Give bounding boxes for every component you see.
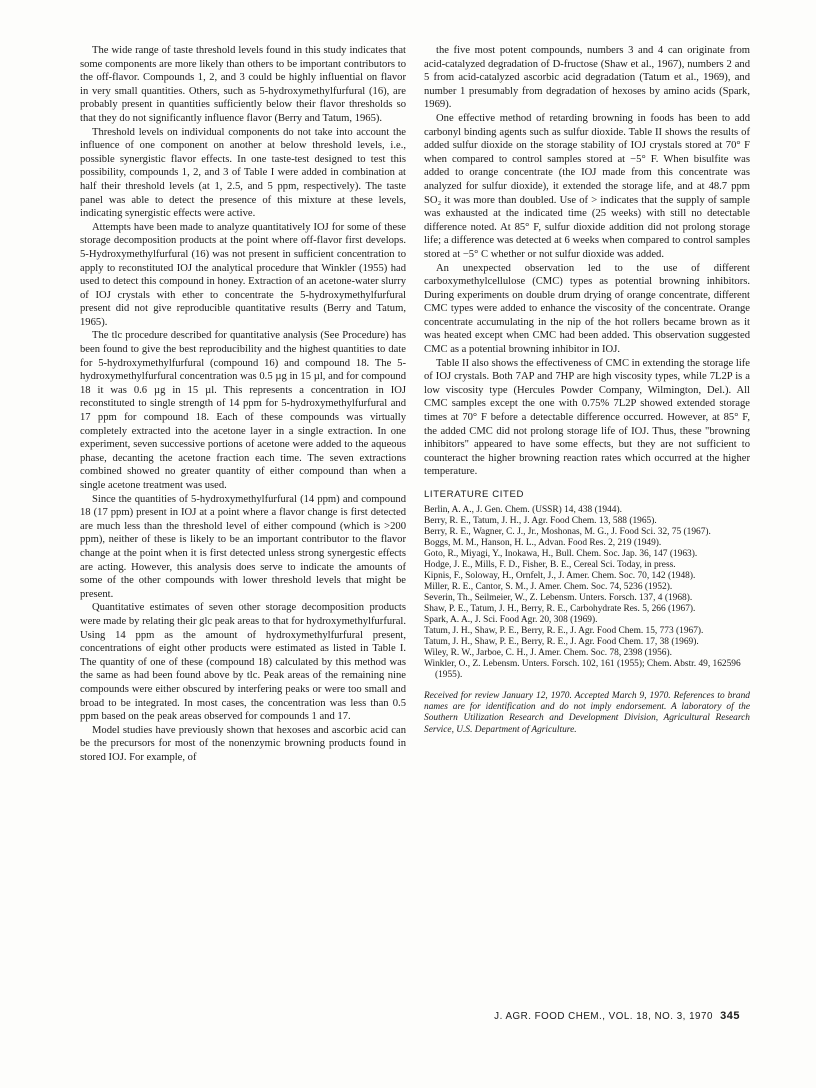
reference-item: Wiley, R. W., Jarboe, C. H., J. Amer. Chem. Soc. 78, 2398 (1956). [424, 648, 672, 658]
paragraph: the five most potent compounds, numbers 3 and 4 can originate from acid-catalyzed degradation of D-fructose (Shaw et al., 1967), numbers 2 and 5 from acid-catalyzed ascorbic acid degradation (Tatum et al., 1969), and number 1 presumably from degradation of hexoses by amino acids (Spark, 1969). [424, 45, 750, 111]
reference-item: Shaw, P. E., Tatum, J. H., Berry, R. E., Carbohydrate Res. 5, 266 (1967). [424, 604, 696, 614]
paragraph: The wide range of taste threshold levels found in this study indicates that some components are more likely than others to be important contributors to the off-flavor. Compounds 1, 2, and 3 could be highly influential on flavor in very small quantities. Others, such as 5-hydroxymethylfurfural (16), are probably present in quantities sufficiently below their flavor thresholds so that they do not significantly influence flavor (Berry and Tatum, 1965). [80, 45, 406, 124]
reference-list [424, 505, 750, 681]
reference-item: Kipnis, F., Soloway, H., Ornfelt, J., J. Amer. Chem. Soc. 70, 142 (1948). [424, 571, 696, 581]
reference-item: Hodge, J. E., Mills, F. D., Fisher, B. E., Cereal Sci. Today, in press. [424, 560, 676, 570]
page-number: 345 [720, 1010, 740, 1022]
paragraph: One effective method of retarding browning in foods has been to add carbonyl binding agents such as sulfur dioxide. Table II shows the results of added sulfur dioxide on the storage stability of IOJ crystals stored at 70° F when compared to control samples stored at −5° F. When bisulfite was added to orange concentrate (the IOJ made from this concentrate was analyzed for sulfur dioxide), it extended the storage life, and at 48.7 ppm SO₂ it was more than doubled. Use of > indicates that the supply of sample was exhausted at the indicated time (25 weeks) with still no detectable difference noted. At 85° F, sulfur dioxide addition did not prolong storage life; a difference was detected at 6 weeks when compared to control samples stored at −5° C whether or not sulfur dioxide was added. [424, 112, 750, 260]
paragraph: An unexpected observation led to the use of different carboxymethylcellulose (CMC) types as potential browning inhibitors. During experiments on double drum drying of orange concentrate, different CMC types were added to enhance the viscosity of the concentrate. Orange concentrate accumulating in the nip of the hot rollers became brown as it was heated except when CMC had been added. This observation suggested CMC as a potential browning inhibitor in IOJ. [424, 262, 750, 356]
reference-item: Goto, R., Miyagi, Y., Inokawa, H., Bull. Chem. Soc. Jap. 36, 147 (1963). [424, 549, 698, 559]
reference-item: Berry, R. E., Tatum, J. H., J. Agr. Food Chem. 13, 588 (1965). [424, 516, 657, 526]
received-note: Received for review January 12, 1970. Accepted March 9, 1970. References to brand names are for identification and do not imply endorsement. A laboratory of the Southern Utilization Research and Development Division, Agricultural Research Service, U.S. Department of Agriculture. [424, 691, 750, 735]
journal-citation: J. AGR. FOOD CHEM., VOL. 18, NO. 3, 1970 [494, 1011, 713, 1022]
paragraph: Attempts have been made to analyze quantitatively IOJ for some of these storage decomposition products at the point where off-flavor first develops. 5-Hydroxymethylfurfural (16) was not present in sufficient concentration to apply to reconstituted IOJ the analytical procedure that Winkler (1955) had used to detect this compound in honey. Extraction of an acetone-water slurry of IOJ crystals with ether to concentrate the 5-hydroxymethylfurfural present did not give reproducible quantitative results (Berry and Tatum, 1965). [80, 221, 406, 328]
right-column [424, 44, 750, 736]
reference-item: Boggs, M. M., Hanson, H. L., Advan. Food Res. 2, 219 (1949). [424, 538, 662, 548]
page-footer [430, 1010, 740, 1022]
reference-item: Miller, R. E., Cantor, S. M., J. Amer. Chem. Soc. 74, 5236 (1952). [424, 582, 673, 592]
left-column [80, 44, 406, 764]
paragraph: Threshold levels on individual components do not take into account the influence of one component on another at below threshold levels, i.e., possible synergistic flavor effects. In one taste-test designed to test this possibility, compounds 1, 2, and 3 of Table I were added in combination at half their threshold levels (at 1, 2.5, and 5 ppm, respectively). The taste panel was able to detect the presence of this mixture at these levels, indicating synergistic effects were active. [80, 126, 406, 220]
paragraph: The tlc procedure described for quantitative analysis (See Procedure) has been found to give the best reproducibility and the highest quantities to date for 5-hydroxymethylfurfural (compound 16) and compound 18. The 5-hydroxymethylfurfural concentration was 0.5 µg in 15 µl, and for compound 18 it was 0.6 µg in 15 µl. This represents a concentration in IOJ reconstituted to single strength of 14 ppm for 5-hydroxymethylfurfural and 17 ppm for compound 18. Each of these compounds was virtually completely extracted into the acetone layer in a single extraction. In one experiment, seven successive portions of acetone were added to the aqueous phase, decanting the acetone fraction each time. The seven extractions combined showed no greater quantity of either compound than when a single acetone treatment was used. [80, 330, 406, 491]
reference-item: Tatum, J. H., Shaw, P. E., Berry, R. E., J. Agr. Food Chem. 17, 38 (1969). [424, 637, 699, 647]
paragraph: Table II also shows the effectiveness of CMC in extending the storage life of IOJ crystals. Both 7AP and 7HP are high viscosity types, while 7L2P is a low viscosity type (Hercules Powder Company, Wilmington, Del.). All CMC samples except the one with 0.75% 7L2P showed extended storage times at 70° F before a detectable difference occurred. However, at 85° F, the added CMC did not prolong storage life of IOJ. Thus, these "browning inhibitors" appeared to have some effects, but they are not sufficient to counteract the higher browning reaction rates which occurred at the higher temperature. [424, 357, 750, 478]
paragraph: Since the quantities of 5-hydroxymethylfurfural (14 ppm) and compound 18 (17 ppm) present in IOJ at a point where a flavor change is first detected are much less than the threshold level of either compound (which is >200 ppm), neither of these is likely to be an important contributor to the flavor change at the point when it is first detected unless strong synergestic effects are acting. However, this analysis does serve to indicate the amounts of some of the other compounds with lower threshold levels that might be present. [80, 493, 406, 600]
literature-heading: LITERATURE CITED [424, 489, 525, 500]
reference-item: Berry, R. E., Wagner, C. J., Jr., Moshonas, M. G., J. Food Sci. 32, 75 (1967). [424, 527, 711, 537]
reference-item: Severin, Th., Seilmeier, W., Z. Lebensm. Unters. Forsch. 137, 4 (1968). [424, 593, 693, 603]
reference-item: Berlin, A. A., J. Gen. Chem. (USSR) 14, 438 (1944). [424, 505, 622, 515]
reference-item: Tatum, J. H., Shaw, P. E., Berry, R. E., J. Agr. Food Chem. 15, 773 (1967). [424, 626, 704, 636]
reference-item: Winkler, O., Z. Lebensm. Unters. Forsch. 102, 161 (1955); Chem. Abstr. 49, 162596 (1955). [424, 659, 741, 680]
reference-item: Spark, A. A., J. Sci. Food Agr. 20, 308 (1969). [424, 615, 598, 625]
paragraph: Model studies have previously shown that hexoses and ascorbic acid can be the precursors for most of the nonenzymic browning products found in stored IOJ. For example, of [80, 724, 406, 763]
paragraph: Quantitative estimates of seven other storage decomposition products were made by relating their glc peak areas to that for hydroxymethylfurfural. Using 14 ppm as the amount of hydroxymethylfurfural present, concentrations of eight other products were estimated as listed in Table I. The quantity of one of these (compound 18) calculated by this method was the same as had been found above by tlc. Peak areas of the remaining nine compounds were either obscured by interfering peaks or were too small and broad to be integrated. In most cases, the concentration was less than 0.5 ppm based on the peak areas observed for compounds 1 and 17. [80, 602, 406, 723]
